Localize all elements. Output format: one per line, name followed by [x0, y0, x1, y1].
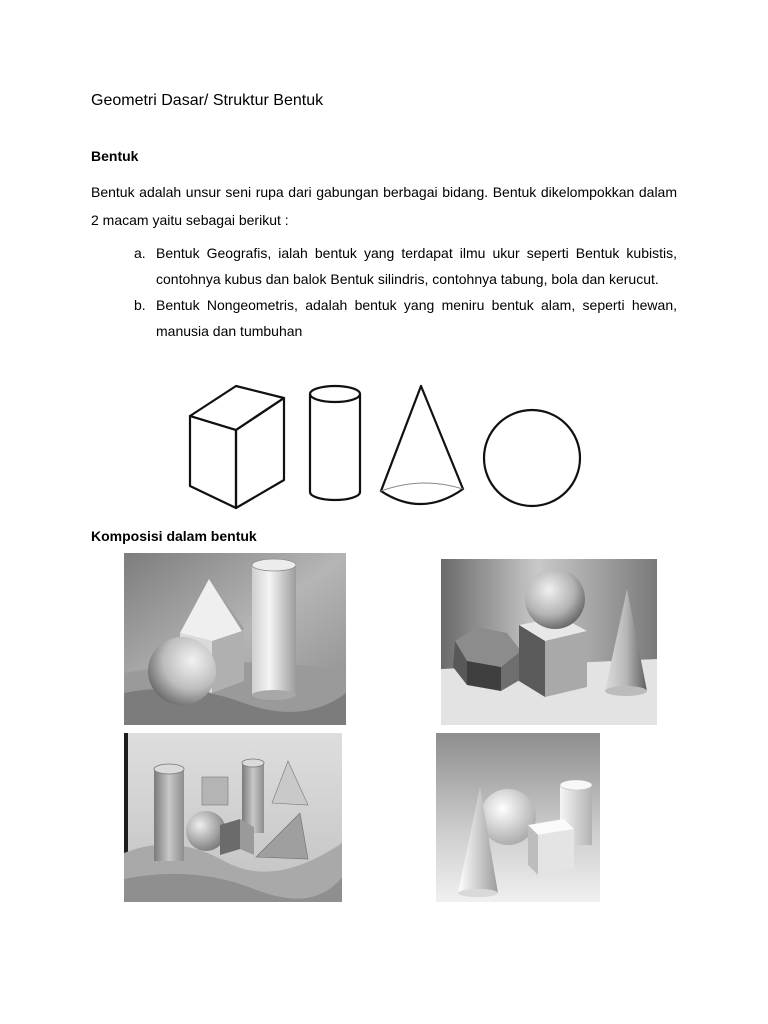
still-life-drawing-2 — [441, 559, 657, 725]
section-heading-bentuk: Bentuk — [91, 148, 139, 164]
still-life-photo-4 — [436, 733, 600, 902]
still-life-drawing-3 — [124, 733, 342, 902]
cube-drawing — [190, 386, 284, 508]
list-marker: b. — [134, 297, 146, 313]
sphere-drawing — [484, 410, 580, 506]
cylinder-drawing — [310, 386, 360, 500]
intro-paragraph: Bentuk adalah unsur seni rupa dari gabungan berbagai bidang. Bentuk dikelompokkan dalam 2 macam yaitu sebagai berikut : — [91, 184, 677, 228]
still-life-drawing-1 — [124, 553, 346, 725]
section-heading-komposisi: Komposisi dalam bentuk — [91, 528, 257, 544]
basic-shapes-illustration — [180, 376, 590, 520]
page-title: Geometri Dasar/ Struktur Bentuk — [91, 92, 324, 109]
list-marker: a. — [134, 245, 146, 261]
list-item-text: Bentuk Nongeometris, adalah bentuk yang meniru bentuk alam, seperti hewan, manusia dan tumbuhan — [156, 297, 677, 339]
list-item-text: Bentuk Geografis, ialah bentuk yang terdapat ilmu ukur seperti Bentuk kubistis, contohnya kubus dan balok Bentuk silindris, contohnya tabung, bola dan kerucut. — [156, 245, 677, 287]
list-item-geografis — [134, 240, 677, 292]
cone-drawing — [381, 386, 463, 504]
shape-type-list — [134, 240, 677, 344]
list-item-nongeometris — [134, 292, 677, 344]
